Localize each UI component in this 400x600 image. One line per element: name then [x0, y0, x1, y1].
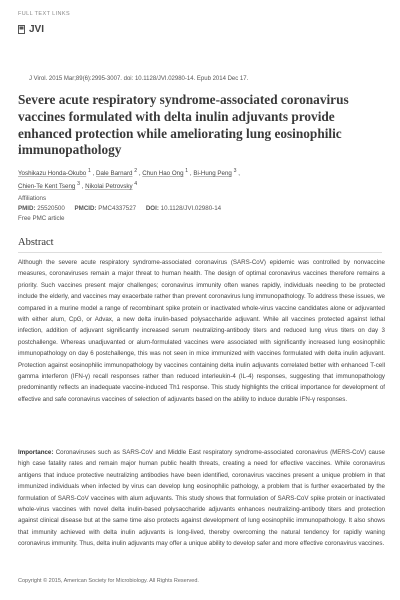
doi-label: DOI:: [145, 205, 159, 212]
author-affiliation-ref: 1: [185, 168, 189, 174]
pmid-label: PMID:: [18, 205, 36, 212]
author-2[interactable]: [96, 170, 142, 177]
author-separator: ,: [79, 183, 86, 191]
author-3[interactable]: [142, 170, 193, 177]
article-title: Severe acute respiratory syndrome-associated coronavirus vaccines formulated with delta inulin adjuvants provide enhanced protection while ameliorating lung eosinophilic immunopathology: [18, 92, 349, 158]
abstract-divider: [18, 252, 382, 253]
copyright-notice: Copyright © 2015, American Society for Microbiology. All Rights Reserved.: [18, 578, 199, 584]
free-pmc-badge: Free PMC article: [18, 215, 65, 222]
author-affiliation-ref: 1: [87, 168, 91, 174]
author-list: [18, 166, 388, 192]
author-4[interactable]: [193, 170, 240, 177]
journal-logo: JVI: [29, 24, 45, 35]
author-name[interactable]: Yoshikazu Honda-Okubo: [18, 170, 87, 178]
doi-block: [146, 205, 221, 212]
citation: J Virol. 2015 Mar;89(6):2995-3007. doi: 10.1128/JVI.02980-14. Epub 2014 Dec 17.: [29, 76, 249, 82]
author-name[interactable]: Chien-Te Kent Tseng: [18, 183, 76, 191]
pmcid-link[interactable]: PMC4337527: [98, 205, 137, 212]
pmcid-block: [75, 205, 137, 212]
pmcid-label: PMCID:: [74, 205, 97, 212]
author-1[interactable]: [18, 170, 96, 177]
importance-paragraph: [18, 447, 385, 550]
author-affiliation-ref: 4: [134, 181, 138, 188]
author-separator: ,: [236, 170, 240, 178]
importance-text: Coronaviruses such as SARS-CoV and Middle East respiratory syndrome-associated coronavirus (MERS-CoV) cause high case fatality rates and remain major human public health threats, creating a need for effective vaccines. While coronavirus antigens that induce protective neutralizing antibodies have been identified, coronavirus vaccines present a unique problem in that immunized individuals when infected by virus can develop lung eosinophilic pathology, a problem that is further exacerbated by the formulation of SARS-CoV vaccines with alum adjuvants. This study shows that formulation of SARS-CoV spike protein or inactivated whole-virus vaccines with novel delta inulin-based polysaccharide adjuvants enhances neutralizing-antibody titers and protection against clinical disease but at the same time also protects against development of lung eosinophilic immunopathology. It also shows that immunity achieved with delta inulin adjuvants is long-lived, thereby overcoming the natural tendency for rapidly waning coronavirus immunity. Thus, delta inulin adjuvants may offer a unique ability to develop safer and more effective coronavirus vaccines.: [18, 449, 385, 548]
pmid-block: [18, 205, 65, 212]
author-name[interactable]: Chun Hao Ong: [142, 170, 184, 178]
author-6[interactable]: [85, 183, 137, 190]
author-5[interactable]: [18, 183, 85, 190]
author-separator: ,: [188, 170, 194, 178]
document-icon: [18, 25, 25, 34]
affiliations-toggle[interactable]: Affiliations: [18, 195, 47, 202]
abstract-heading: Abstract: [18, 237, 54, 248]
author-separator: ,: [90, 170, 97, 178]
author-affiliation-ref: 3: [77, 181, 80, 188]
abstract-paragraph: Although the severe acute respiratory syndrome-associated coronavirus (SARS-CoV) epidemic was controlled by nonvaccine measures, coronaviruses remain a major threat to human health. The design of optimal coronavirus vaccines therefore remains a priority. Such vaccines present major challenges; coronavirus immunity often wanes rapidly, individuals needing to be protected include the elderly, and vaccines may exacerbate rather than prevent coronavirus lung immunopathology. To address these issues, we compared in a murine model a range of recombinant spike protein or inactivated whole-virus vaccine candidates alone or adjuvanted with either alum, CpG, or Advax, a new delta inulin-based polysaccharide adjuvant. While all vaccines protected against lethal infection, addition of adjuvant significantly increased serum neutralizing-antibody titers and reduced lung virus titers on day 3 postchallenge. Whereas unadjuvanted or alum-formulated vaccines were associated with significantly increased lung eosinophilic immunopathology on day 6 postchallenge, this was not seen in mice immunized with vaccines formulated with delta inulin adjuvant. Protection against eosinophilic immunopathology by vaccines containing delta inulin adjuvants correlated better with enhanced T-cell gamma interferon (IFN-γ) recall responses rather than reduced interleukin-4 (IL-4) responses, suggesting that immunopathology predominantly reflects an inadequate vaccine-induced Th1 response. This study highlights the critical importance for development of effective and safe coronavirus vaccines of selection of adjuvants based on the ability to induce durable IFN-γ responses.: [18, 259, 385, 403]
full-text-links-heading: FULL TEXT LINKS: [18, 11, 71, 17]
doi-link[interactable]: 10.1128/JVI.02980-14: [160, 205, 222, 212]
article-identifiers: [18, 205, 229, 212]
importance-label: Importance:: [18, 449, 54, 456]
author-name[interactable]: Bi-Hung Peng: [193, 170, 232, 178]
author-affiliation-ref: 2: [134, 168, 138, 174]
author-name[interactable]: Dale Barnard: [96, 170, 133, 178]
author-name[interactable]: Nikolai Petrovsky: [85, 183, 133, 191]
author-affiliation-ref: 3: [233, 168, 237, 174]
journal-link[interactable]: [18, 24, 44, 35]
author-separator: ,: [137, 170, 143, 178]
pmid-value: 25520500: [37, 205, 65, 212]
